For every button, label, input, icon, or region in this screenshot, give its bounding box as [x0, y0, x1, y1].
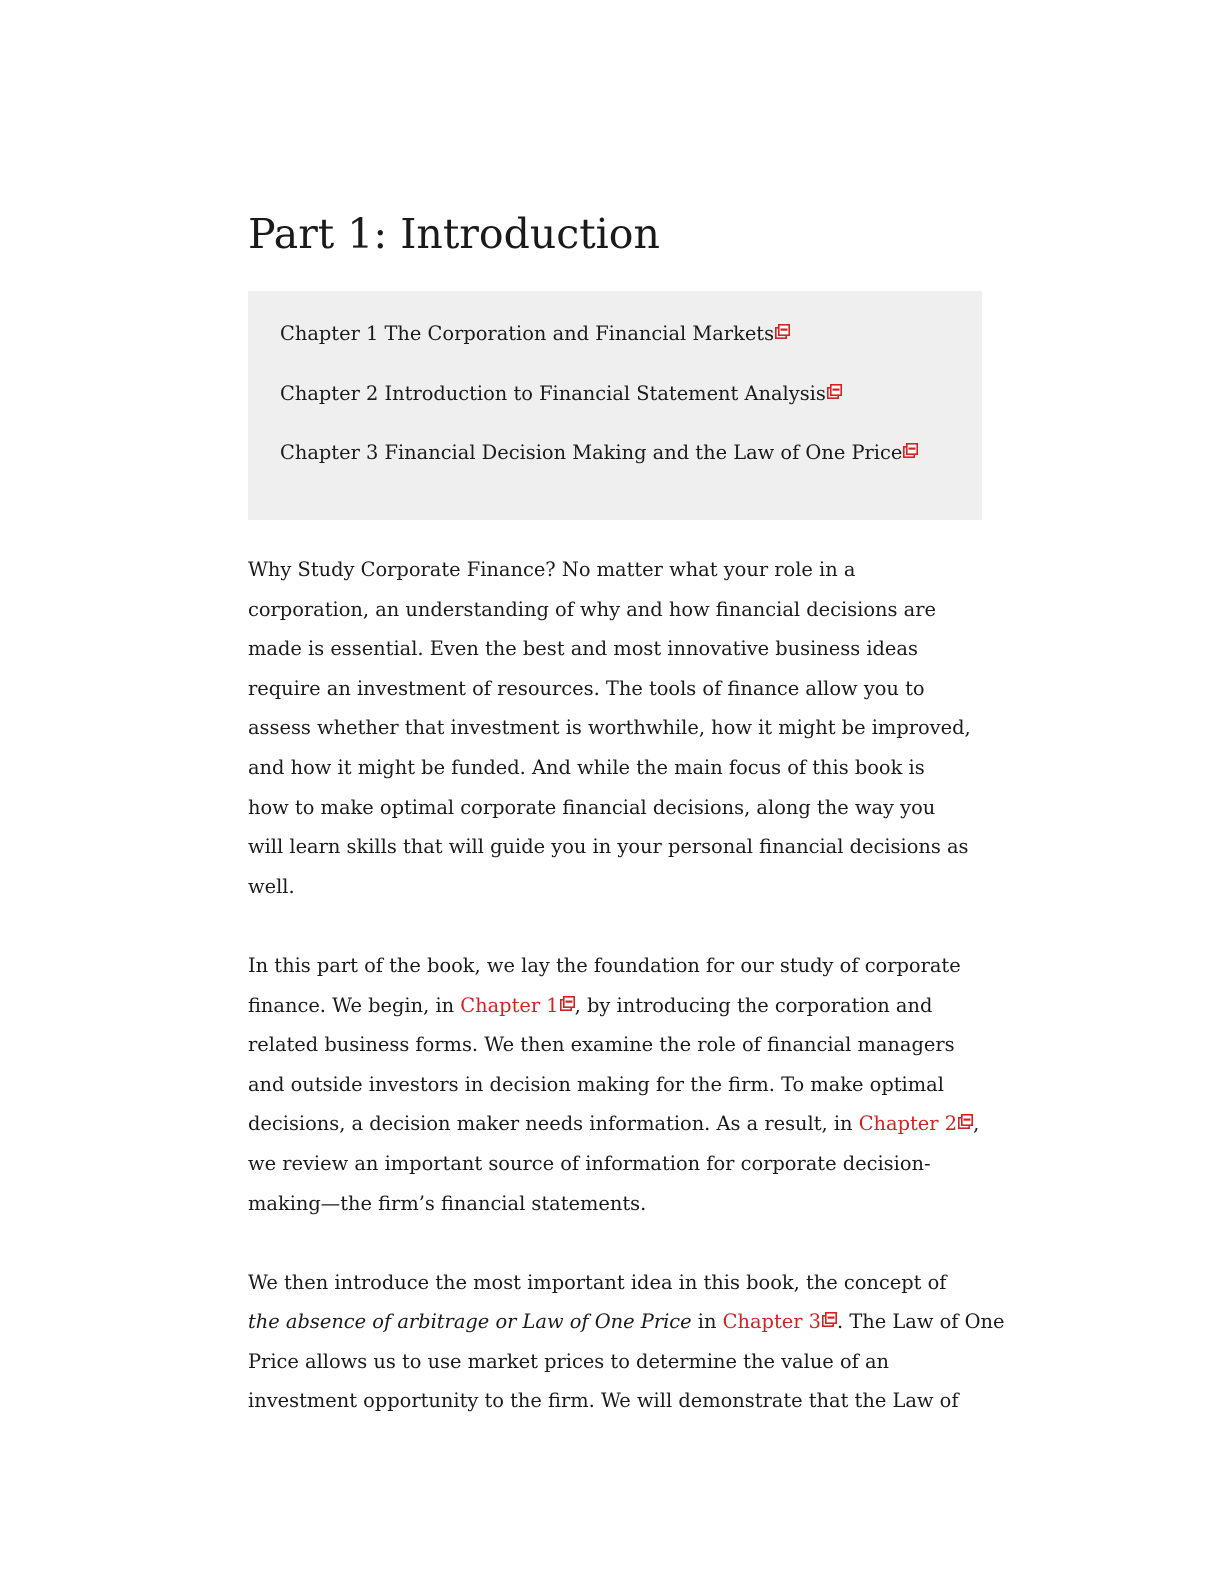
- text-line: assess whether that investment is worthwhile, how it might be improved,: [248, 716, 971, 740]
- external-link-icon: [827, 384, 842, 399]
- toc-item-label: Chapter 2 Introduction to Financial Statement Analysis: [280, 381, 826, 405]
- link-label: Chapter 1: [460, 993, 559, 1017]
- text-line: will learn skills that will guide you in your personal financial decisions as: [248, 835, 969, 859]
- page-title: Part 1: Introduction: [248, 210, 660, 258]
- text-line: We then introduce the most important idea in this book, the concept of: [248, 1270, 947, 1294]
- text-line: made is essential. Even the best and most innovative business ideas: [248, 637, 918, 661]
- chapter-2-link[interactable]: [859, 1112, 973, 1135]
- external-link-icon: [560, 996, 575, 1011]
- text-line: [248, 986, 982, 1026]
- text-line: Price allows us to use market prices to determine the value of an: [248, 1349, 890, 1373]
- chapter-list: [248, 291, 982, 520]
- toc-item-chapter-2[interactable]: [280, 364, 982, 424]
- text-line: and outside investors in decision making for the firm. To make optimal: [248, 1072, 944, 1096]
- text-line: how to make optimal corporate financial decisions, along the way you: [248, 795, 936, 819]
- text-line: related business forms. We then examine the role of financial managers: [248, 1033, 955, 1057]
- text-segment: , by introducing the corporation and: [574, 993, 933, 1017]
- text-segment: . The Law of One: [837, 1310, 1005, 1334]
- intro-paragraph: [248, 550, 982, 906]
- link-label: Chapter 2: [858, 1112, 958, 1136]
- chapter-1-link[interactable]: [460, 994, 574, 1017]
- text-line: corporation, an understanding of why and how financial decisions are: [248, 597, 936, 621]
- toc-item-label: Chapter 3 Financial Decision Making and the Law of One Price: [280, 441, 903, 464]
- text-line: well.: [248, 874, 295, 898]
- text-line: making—the firm’s financial statements.: [248, 1191, 647, 1215]
- foundation-paragraph: [248, 946, 982, 1223]
- page-content: [248, 200, 1005, 1421]
- toc-item-chapter-1[interactable]: [280, 304, 982, 364]
- text-line: investment opportunity to the firm. We will demonstrate that the Law of: [248, 1389, 959, 1413]
- text-line: In this part of the book, we lay the foundation for our study of corporate: [248, 953, 961, 977]
- toc-item-chapter-3[interactable]: [280, 423, 982, 483]
- italic-term: the absence of arbitrage or Law of One Price: [248, 1310, 692, 1334]
- text-line: and how it might be funded. And while the main focus of this book is: [248, 755, 925, 779]
- external-link-icon: [958, 1114, 973, 1129]
- text-segment: decisions, a decision maker needs information. As a result, in: [248, 1112, 859, 1136]
- link-label: Chapter 3: [722, 1310, 822, 1334]
- external-link-icon: [903, 443, 918, 458]
- toc-item-label: Chapter 1 The Corporation and Financial Markets: [280, 322, 775, 345]
- law-of-one-price-paragraph: [248, 1263, 1005, 1421]
- text-line: require an investment of resources. The tools of finance allow you to: [248, 676, 925, 700]
- external-link-icon: [822, 1312, 837, 1327]
- text-line: Why Study Corporate Finance? No matter what your role in a: [248, 558, 856, 581]
- chapter-3-link[interactable]: [723, 1310, 837, 1333]
- text-line: we review an important source of information for corporate decision-: [248, 1151, 931, 1175]
- text-segment: in: [691, 1310, 723, 1334]
- text-line: [248, 1302, 1005, 1342]
- text-segment: ,: [973, 1112, 980, 1136]
- text-segment: finance. We begin, in: [248, 993, 461, 1017]
- external-link-icon: [775, 324, 790, 339]
- text-line: [248, 1104, 982, 1144]
